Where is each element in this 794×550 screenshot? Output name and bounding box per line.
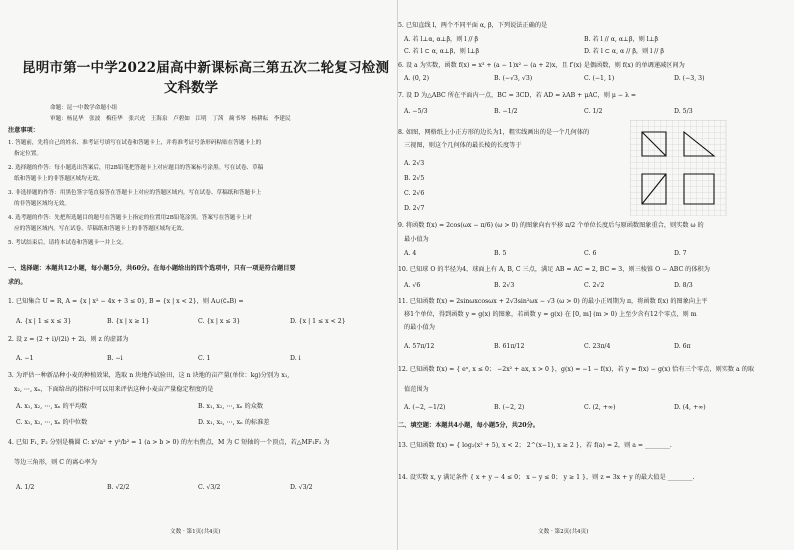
q3-option-b: B. x₁, x₂, ⋯, xₙ 的众数 <box>198 403 264 410</box>
question-2: 2. 设 z = (2 + i)/(2i) + 2i，则 z 的虚部为 <box>8 336 129 343</box>
question-6: 6. 设 a 为实数，函数 f(x) = x³ + (a − 1)x² − (a + 2)x，且 f′(x) 是偶函数，则 f(x) 的单调递减区间为 <box>398 62 685 69</box>
q4-option-a: A. 1/2 <box>16 484 35 491</box>
q11-option-d: D. 6π <box>674 343 691 350</box>
notice-line: 4. 选考题的作答：先把所选题目的题号在答题卡上指定的位置用2B铅笔涂黑。答案写在答题卡上对 <box>8 215 253 221</box>
q12-option-a: A. (−2, −1/2) <box>404 404 446 411</box>
q9-option-c: C. 6 <box>584 250 597 257</box>
q9-option-a: A. 4 <box>404 250 417 257</box>
exam-subtitle: 文科数学 <box>164 80 218 96</box>
q12-option-c: C. (2, +∞) <box>584 404 616 411</box>
q11-option-c: C. 23π/4 <box>584 343 611 350</box>
question-12: 12. 已知函数 f(x) = { eˣ, x ≤ 0； −2x² + ax, x > 0 }，g(x) = −1 − f(x)，若 y = f(x) − g(x) 恰有三个零点，则实数 a 的取 <box>398 366 755 373</box>
page-footer-right: 文数 · 第2页(共4页) <box>538 529 589 535</box>
page-footer-left: 文数 · 第1页(共4页) <box>170 529 221 535</box>
question-10: 10. 已知球 O 的半径为4，球面上有 A, B, C 三点，满足 AB = AC = 2, BC = 3，则三棱锥 O − ABC 的体积为 <box>398 266 710 273</box>
q3-option-c: C. x₁, x₂, ⋯, xₙ 的中位数 <box>16 419 88 426</box>
q8-option-c: C. 2√6 <box>404 190 425 197</box>
q7-option-d: D. 5/3 <box>674 108 693 115</box>
right-page <box>398 0 794 550</box>
q4-option-b: B. √2/2 <box>107 484 130 491</box>
question-11: 11. 已知函数 f(x) = 2sinωxcosωx + 2√3sin²ωx − √3 (ω > 0) 的最小正周期为 π，将函数 f(x) 的图象向上平 <box>398 298 708 305</box>
q9-option-b: B. 5 <box>494 250 507 257</box>
section-1-heading-cont: 求的。 <box>8 279 27 286</box>
question-5: 5. 已知直线 l，两个不同平面 α, β，下列说法正确的是 <box>398 22 548 29</box>
notice-line: 3. 非选择题的作答：用黑色签字笔直接答在答题卡上对应的答题区域内。写在试卷、草稿纸和答题卡上 <box>8 190 262 196</box>
notice-line: 的非答题区域均无效。 <box>14 201 70 207</box>
notice-line: 2. 选择题的作答：每小题选出答案后，用2B铅笔把答题卡上对应题目的答案标号涂黑。写在试卷、草稿 <box>8 165 264 171</box>
q5-option-a: A. 若 l⊥α, α⊥β，则 l // β <box>404 36 479 43</box>
q1-option-d: D. {x | 1 ≤ x < 2} <box>290 318 346 325</box>
q1-option-b: B. {x | x ≥ 1} <box>107 318 150 325</box>
question-1: 1. 已知集合 U = R, A = {x | x² − 4x + 3 ≤ 0}, B = {x | x < 2}，则 A∪(∁ᵤB) = <box>8 298 244 305</box>
question-9: 9. 将函数 f(x) = 2cos(ωx − π/6) (ω > 0) 的图象向右平移 π/2 个单位长度后与原函数图象重合，则实数 ω 的 <box>398 222 704 229</box>
question-4-cont: 等边三角形，则 C 的离心率为 <box>14 459 97 466</box>
q7-option-b: B. −1/2 <box>494 108 518 115</box>
question-12-cont: 值范围为 <box>404 386 429 393</box>
question-3-cont: x₂, ⋯, xₙ，下面给出的指标中可以用来评估这种小麦亩产量稳定程度的是 <box>14 386 214 393</box>
q6-option-d: D. (−3, 3) <box>674 75 705 82</box>
q4-option-d: D. √3/2 <box>290 484 313 491</box>
reviewers: 审题：杨昆华 张波 梅佳华 张兴虎 王海泉 卢碧如 江明 丁茜 蔺书琴 杨耕耘 李建民 <box>50 116 291 122</box>
q3-option-a: A. x₁, x₂, ⋯, xₙ 的平均数 <box>16 403 88 410</box>
q2-option-a: A. −1 <box>16 355 34 362</box>
question-11-cont2: 的最小值为 <box>404 324 435 331</box>
question-3: 3. 为评估一种新品种小麦的种植效果，选取 n 块地作试验田，这 n 块地的亩产量(单位：kg)分别为 x₁, <box>8 372 290 379</box>
q1-option-c: C. {x | x ≤ 3} <box>198 318 241 325</box>
q2-option-b: B. −i <box>107 355 123 362</box>
q11-option-a: A. 57π/12 <box>404 343 435 350</box>
q10-option-d: D. 8/3 <box>674 282 693 289</box>
q10-option-a: A. √6 <box>404 282 421 289</box>
q8-option-d: D. 2√7 <box>404 205 425 212</box>
q2-option-c: C. 1 <box>198 355 211 362</box>
q6-option-c: C. (−1, 1) <box>584 75 615 82</box>
q9-option-d: D. 7 <box>674 250 687 257</box>
question-13: 13. 已知函数 f(x) = { log₂(x² + 5), x < 2； 2^(x−1), x ≥ 2 }，若 f(a) = 2，则 a = ________. <box>398 442 672 449</box>
q6-option-a: A. (0, 2) <box>404 75 430 82</box>
q7-option-a: A. −5/3 <box>404 108 428 115</box>
section-2-heading: 二、填空题：本题共4小题，每小题5分，共20分。 <box>398 422 539 429</box>
q11-option-b: B. 61π/12 <box>494 343 525 350</box>
notice-line: 5. 考试结束后，请将本试卷和答题卡一并上交。 <box>8 240 127 246</box>
notice-line: 指定位置。 <box>14 151 42 157</box>
question-8-cont: 三视图，则这个几何体的最长棱的长度等于 <box>404 142 522 149</box>
q8-option-b: B. 2√5 <box>404 175 425 182</box>
question-14: 14. 设实数 x, y 满足条件 { x + y − 4 ≤ 0； x − y ≤ 0； y ≥ 1 }，则 z = 3x + y 的最大值是 ________. <box>398 474 695 481</box>
question-7: 7. 设 D 为△ABC 所在平面内一点，BC = 3CD，若 AD = λAB + μAC，则 μ − λ = <box>398 92 637 99</box>
three-view-grid-figure <box>630 120 730 216</box>
section-1-heading: 一、选择题：本题共12小题，每小题5分，共60分。在每小题给出的四个选项中，只有一项是符合题目要 <box>8 265 296 272</box>
question-11-cont: 移1个单位，得到函数 y = g(x) 的图象，若函数 y = g(x) 在 [0, m] (m > 0) 上至少含有12个零点，则 m <box>404 311 697 318</box>
exam-title: 昆明市第一中学2022届高中新课标高三第五次二轮复习检测 <box>22 60 390 76</box>
notice-line: 纸和答题卡上的非答题区域均无效。 <box>14 176 104 182</box>
notice-title: 注意事项： <box>8 127 39 134</box>
q6-option-b: B. (−√3, √3) <box>494 75 533 82</box>
q4-option-c: C. √3/2 <box>198 484 221 491</box>
question-4: 4. 已知 F₁, F₂ 分别是椭圆 C: x²/a² + y²/b² = 1 (a > b > 0) 的左右焦点，M 为 C 短轴的一个顶点，若△MF₁F₂ 为 <box>8 439 330 446</box>
question-9-cont: 最小值为 <box>404 236 429 243</box>
notice-line: 1. 答题前，先将自己的姓名、准考证号填写在试卷和答题卡上，并将准考证号条形码粘贴在答题卡上的 <box>8 140 262 146</box>
question-8: 8. 如图，网格纸上小正方形的边长为1，粗实线画出的是一个几何体的 <box>398 129 590 136</box>
q5-option-d: D. 若 l ⊂ α, α // β，则 l // β <box>584 48 664 55</box>
q3-option-d: D. x₁, x₂, ⋯, xₙ 的标准差 <box>198 419 270 426</box>
q1-option-a: A. {x | 1 ≤ x ≤ 3} <box>16 318 72 325</box>
q8-option-a: A. 2√3 <box>404 160 425 167</box>
q12-option-d: D. (4, +∞) <box>674 404 706 411</box>
q10-option-c: C. 2√2 <box>584 282 605 289</box>
q12-option-b: B. (−2, 2) <box>494 404 525 411</box>
q10-option-b: B. 2√3 <box>494 282 515 289</box>
q2-option-d: D. i <box>290 355 301 362</box>
proposer: 命题：昆一中数学命题小组 <box>50 105 118 111</box>
q5-option-b: B. 若 l // α, α⊥β，则 l⊥β <box>584 36 659 43</box>
q5-option-c: C. 若 l ⊂ α, α⊥β，则 l⊥β <box>404 48 480 55</box>
q7-option-c: C. 1/2 <box>584 108 603 115</box>
notice-line: 应的答题区域内，写在试卷、草稿纸和答题卡上的非答题区域均无效。 <box>14 226 188 232</box>
